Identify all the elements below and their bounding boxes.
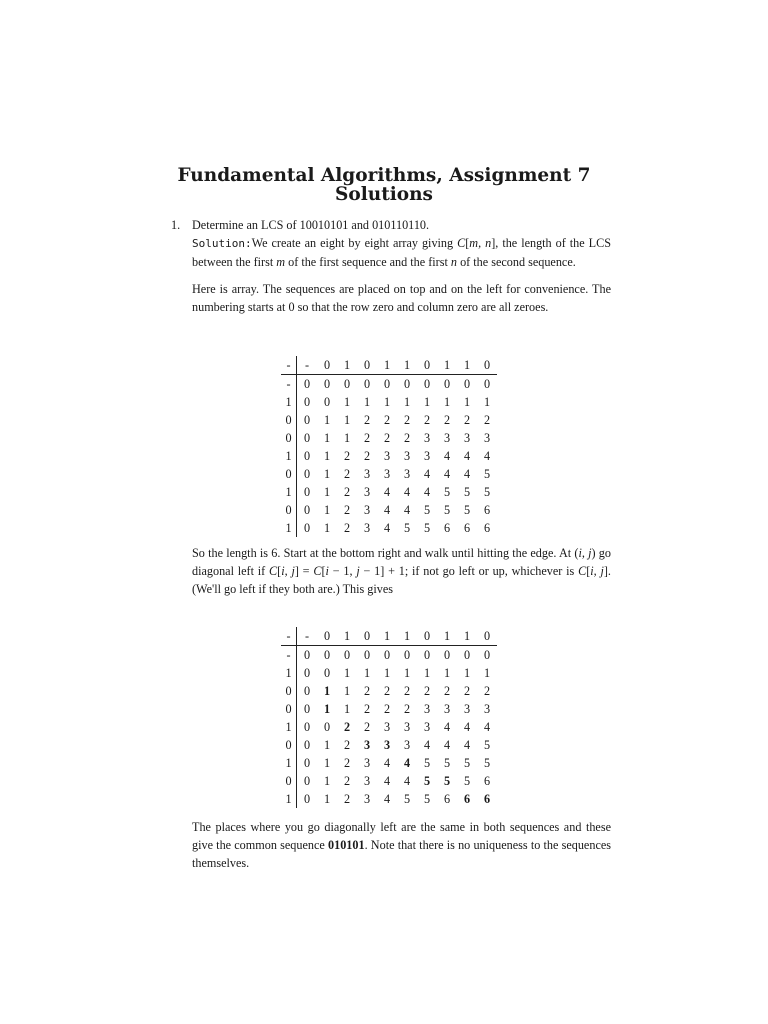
table-cell: 0 [383,647,391,662]
column-header: - [281,356,297,375]
lcs-table-2 [281,627,497,808]
table-cell: 3 [363,520,371,535]
column-header: 0 [317,627,337,646]
table-cell: 0 [363,647,371,662]
column-header: - [297,627,318,646]
table-cell: 0 [403,376,411,391]
table-cell: 5 [463,484,471,499]
column-header: 0 [417,356,437,375]
table-cell: 5 [443,484,451,499]
table-cell: 3 [403,448,411,463]
table-cell: 2 [443,412,451,427]
table-cell: 3 [443,430,451,445]
table-cell: 2 [363,430,371,445]
table-cell: 1 [323,412,331,427]
table-cell: 0 [303,665,311,680]
table-cell: 0 [383,376,391,391]
table-cell: 5 [463,502,471,517]
table-cell: 5 [443,755,451,770]
table-row [281,393,497,411]
table-cell: 4 [443,448,451,463]
table-cell: 2 [363,448,371,463]
table-cell: 3 [363,755,371,770]
table-cell: 2 [403,701,411,716]
table-cell: 3 [423,430,431,445]
column-header: 1 [437,627,457,646]
table-row [281,700,497,718]
column-header: 1 [397,356,417,375]
row-header: 0 [281,682,297,700]
table-row [281,790,497,808]
table-cell: 1 [383,665,391,680]
column-header: 1 [337,627,357,646]
table-cell: 3 [383,448,391,463]
table-cell: 3 [423,719,431,734]
table-cell: 4 [383,520,391,535]
solution-paragraph: Solution:We create an eight by eight array giving C[m, n], the length of the LCS between the first m of the first sequence and the first n of the second sequence. [192,236,611,269]
table-cell: 0 [303,394,311,409]
table-cell: 1 [403,394,411,409]
table-cell: 4 [423,484,431,499]
table-cell: 3 [363,773,371,788]
row-header: 1 [281,519,297,537]
table-cell: 0 [303,791,311,806]
table-cell: 0 [343,647,351,662]
table-cell: 1 [403,665,411,680]
table-cell: 0 [303,737,311,752]
table-cell: 1 [323,701,331,716]
column-header: 0 [477,627,497,646]
table-cell: 1 [323,448,331,463]
table-cell: 3 [443,701,451,716]
column-header: 1 [377,627,397,646]
row-header: 0 [281,772,297,790]
row-header: 1 [281,393,297,411]
table-cell: 4 [483,719,491,734]
table-cell: 5 [483,755,491,770]
table-cell: 0 [303,520,311,535]
table-cell: 0 [303,412,311,427]
table-cell: 5 [483,737,491,752]
table-cell: 5 [483,484,491,499]
table-cell: 4 [463,466,471,481]
table-cell: 5 [423,773,431,788]
table-cell: 0 [343,376,351,391]
table-cell: 2 [363,683,371,698]
table-cell: 1 [363,665,371,680]
table-cell: 0 [303,484,311,499]
table-cell: 4 [403,755,411,770]
table-cell: 4 [383,791,391,806]
table-cell: 3 [363,737,371,752]
table-cell: 1 [343,701,351,716]
table-cell: 3 [403,737,411,752]
table-cell: 0 [303,376,311,391]
table-cell: 0 [443,376,451,391]
table-cell: 2 [463,412,471,427]
table-cell: 1 [323,430,331,445]
table-cell: 1 [323,502,331,517]
table-row [281,519,497,537]
table-cell: 6 [463,791,471,806]
row-header: 1 [281,664,297,682]
table-cell: 0 [463,376,471,391]
table-cell: 2 [343,520,351,535]
table-cell: 2 [403,412,411,427]
table-cell: 0 [483,647,491,662]
array-intro-paragraph: Here is array. The sequences are placed on top and on the left for convenience. The numbering starts at 0 so that the row zero and column zero are all zeroes. [192,282,611,314]
table-cell: 3 [363,466,371,481]
table-row [281,447,497,465]
title-line-1: Fundamental Algorithms, Assignment 7 [177,165,591,186]
table-cell: 2 [483,412,491,427]
table-cell: 2 [383,430,391,445]
table-cell: 2 [403,430,411,445]
table-cell: 0 [323,647,331,662]
walk-paragraph: So the length is 6. Start at the bottom right and walk until hitting the edge. At (i, j) go diagonal left if C[i, j] = C[i − 1, j − 1] + 1; if not go left or up, whichever is C[i, j]. (We'll go left if they both are.) This gives [192,546,611,596]
table-cell: 4 [443,719,451,734]
table-cell: 3 [383,466,391,481]
column-header: 1 [377,356,397,375]
table-cell: 0 [303,466,311,481]
table-cell: 6 [483,773,491,788]
table-cell: 1 [323,791,331,806]
table-cell: 2 [463,683,471,698]
table-cell: 3 [483,701,491,716]
table-cell: 0 [323,665,331,680]
table-row [281,465,497,483]
table-cell: 0 [323,394,331,409]
table-cell: 2 [343,484,351,499]
table-cell: 5 [443,773,451,788]
table-cell: 3 [383,719,391,734]
table-cell: 5 [443,502,451,517]
table-row [281,718,497,736]
table-cell: 0 [303,502,311,517]
table-cell: 3 [363,484,371,499]
table-cell: 5 [463,773,471,788]
table-cell: 0 [303,773,311,788]
table-cell: 5 [423,755,431,770]
table-cell: 1 [323,466,331,481]
table-cell: 6 [483,502,491,517]
table-cell: 4 [423,466,431,481]
table-cell: 2 [383,683,391,698]
row-header: 0 [281,429,297,447]
table-cell: 1 [343,430,351,445]
table-cell: 3 [403,466,411,481]
table-cell: 5 [483,466,491,481]
table-cell: 1 [443,394,451,409]
table-cell: 4 [383,755,391,770]
row-header: 1 [281,483,297,501]
table-cell: 4 [463,737,471,752]
row-header: 0 [281,501,297,519]
table-cell: 0 [423,376,431,391]
table-row [281,483,497,501]
column-header: 0 [357,356,377,375]
table-cell: 2 [423,683,431,698]
table-row [281,664,497,682]
table-cell: 3 [463,430,471,445]
table-row [281,501,497,519]
table-cell: 2 [363,701,371,716]
table-cell: 1 [323,755,331,770]
column-header: 0 [357,627,377,646]
table-cell: 2 [343,791,351,806]
table-cell: 4 [443,466,451,481]
table-cell: 3 [363,791,371,806]
table-cell: 0 [303,647,311,662]
table-cell: 1 [423,394,431,409]
table-cell: 4 [383,484,391,499]
table-cell: 3 [383,737,391,752]
table-cell: 5 [423,791,431,806]
table-cell: 2 [383,412,391,427]
table-cell: 3 [423,448,431,463]
table-cell: 1 [443,665,451,680]
row-header: - [281,646,297,665]
row-header: 0 [281,700,297,718]
table-cell: 4 [463,448,471,463]
table-cell: 1 [343,665,351,680]
table-cell: 0 [303,701,311,716]
row-header: 1 [281,754,297,772]
table-cell: 5 [423,520,431,535]
conclusion-paragraph: The places where you go diagonally left are the same in both sequences and these give the common sequence 010101. Note that there is no uniqueness to the sequences themselves. [192,820,611,870]
row-header: 0 [281,411,297,429]
table-cell: 0 [323,376,331,391]
question: Determine an LCS of 10010101 and 010110110. [192,218,430,232]
table-cell: 1 [483,665,491,680]
table-row [281,411,497,429]
column-header: 0 [477,356,497,375]
table-cell: 2 [343,502,351,517]
table-cell: 2 [403,683,411,698]
table-cell: 0 [403,647,411,662]
table-cell: 4 [383,502,391,517]
table-cell: 0 [363,376,371,391]
table-cell: 3 [463,701,471,716]
table-cell: 4 [403,484,411,499]
table-cell: 2 [383,701,391,716]
table-cell: 4 [403,773,411,788]
table-cell: 6 [443,791,451,806]
table-row [281,375,497,394]
lcs-table-1 [281,356,497,537]
table-cell: 3 [363,502,371,517]
table-cell: 0 [303,683,311,698]
common-sequence: 010101 [328,838,365,852]
table-row [281,754,497,772]
table-cell: 1 [363,394,371,409]
page-title [0,166,768,204]
table-cell: 1 [423,665,431,680]
table-cell: 2 [443,683,451,698]
column-header: 1 [337,356,357,375]
table-cell: 0 [463,647,471,662]
column-header: 0 [417,627,437,646]
table-cell: 5 [463,755,471,770]
table-cell: 1 [463,665,471,680]
table-cell: 1 [323,683,331,698]
table-cell: 6 [463,520,471,535]
table-cell: 2 [343,737,351,752]
table-cell: 2 [343,448,351,463]
column-header: 0 [317,356,337,375]
table-cell: 0 [483,376,491,391]
table-cell: 1 [343,683,351,698]
column-header: - [297,356,318,375]
table-cell: 1 [463,394,471,409]
table-cell: 0 [423,647,431,662]
table-cell: 2 [363,412,371,427]
table-cell: 5 [423,502,431,517]
table-cell: 3 [423,701,431,716]
column-header: 1 [457,627,477,646]
table-cell: 2 [483,683,491,698]
table-cell: 1 [483,394,491,409]
table-cell: 4 [443,737,451,752]
row-header: 1 [281,790,297,808]
column-header: 1 [457,356,477,375]
column-header: 1 [397,627,417,646]
table-cell: 6 [443,520,451,535]
table-cell: 4 [403,502,411,517]
title-line-2: Solutions [335,184,433,205]
table-cell: 2 [343,719,351,734]
column-header: - [281,627,297,646]
table-cell: 6 [483,791,491,806]
table-cell: 4 [463,719,471,734]
table-row [281,772,497,790]
table-cell: 2 [423,412,431,427]
table-cell: 1 [323,773,331,788]
table-cell: 1 [343,412,351,427]
table-cell: 2 [363,719,371,734]
table-cell: 2 [343,466,351,481]
table-row [281,682,497,700]
table-cell: 1 [383,394,391,409]
table-cell: 0 [443,647,451,662]
table-cell: 3 [483,430,491,445]
row-header: 0 [281,465,297,483]
row-header: - [281,375,297,394]
row-header: 1 [281,718,297,736]
table-cell: 1 [323,520,331,535]
table-cell: 1 [343,394,351,409]
row-header: 0 [281,736,297,754]
problem-body [192,216,611,316]
table-cell: 6 [483,520,491,535]
table-cell: 0 [303,448,311,463]
problem-number: 1. [171,218,181,232]
table-cell: 2 [343,755,351,770]
column-header: 1 [437,356,457,375]
table-cell: 1 [323,737,331,752]
table-cell: 4 [383,773,391,788]
table-cell: 4 [483,448,491,463]
table-row [281,429,497,447]
table-cell: 5 [403,520,411,535]
table-row [281,736,497,754]
table-cell: 1 [323,484,331,499]
table-cell: 0 [303,719,311,734]
table-cell: 5 [403,791,411,806]
table-cell: 4 [423,737,431,752]
solution-label: Solution: [192,237,252,250]
table-cell: 0 [303,430,311,445]
row-header: 1 [281,447,297,465]
table-cell: 2 [343,773,351,788]
table-cell: 0 [323,719,331,734]
table-cell: 0 [303,755,311,770]
table-cell: 3 [403,719,411,734]
table-row [281,646,497,665]
